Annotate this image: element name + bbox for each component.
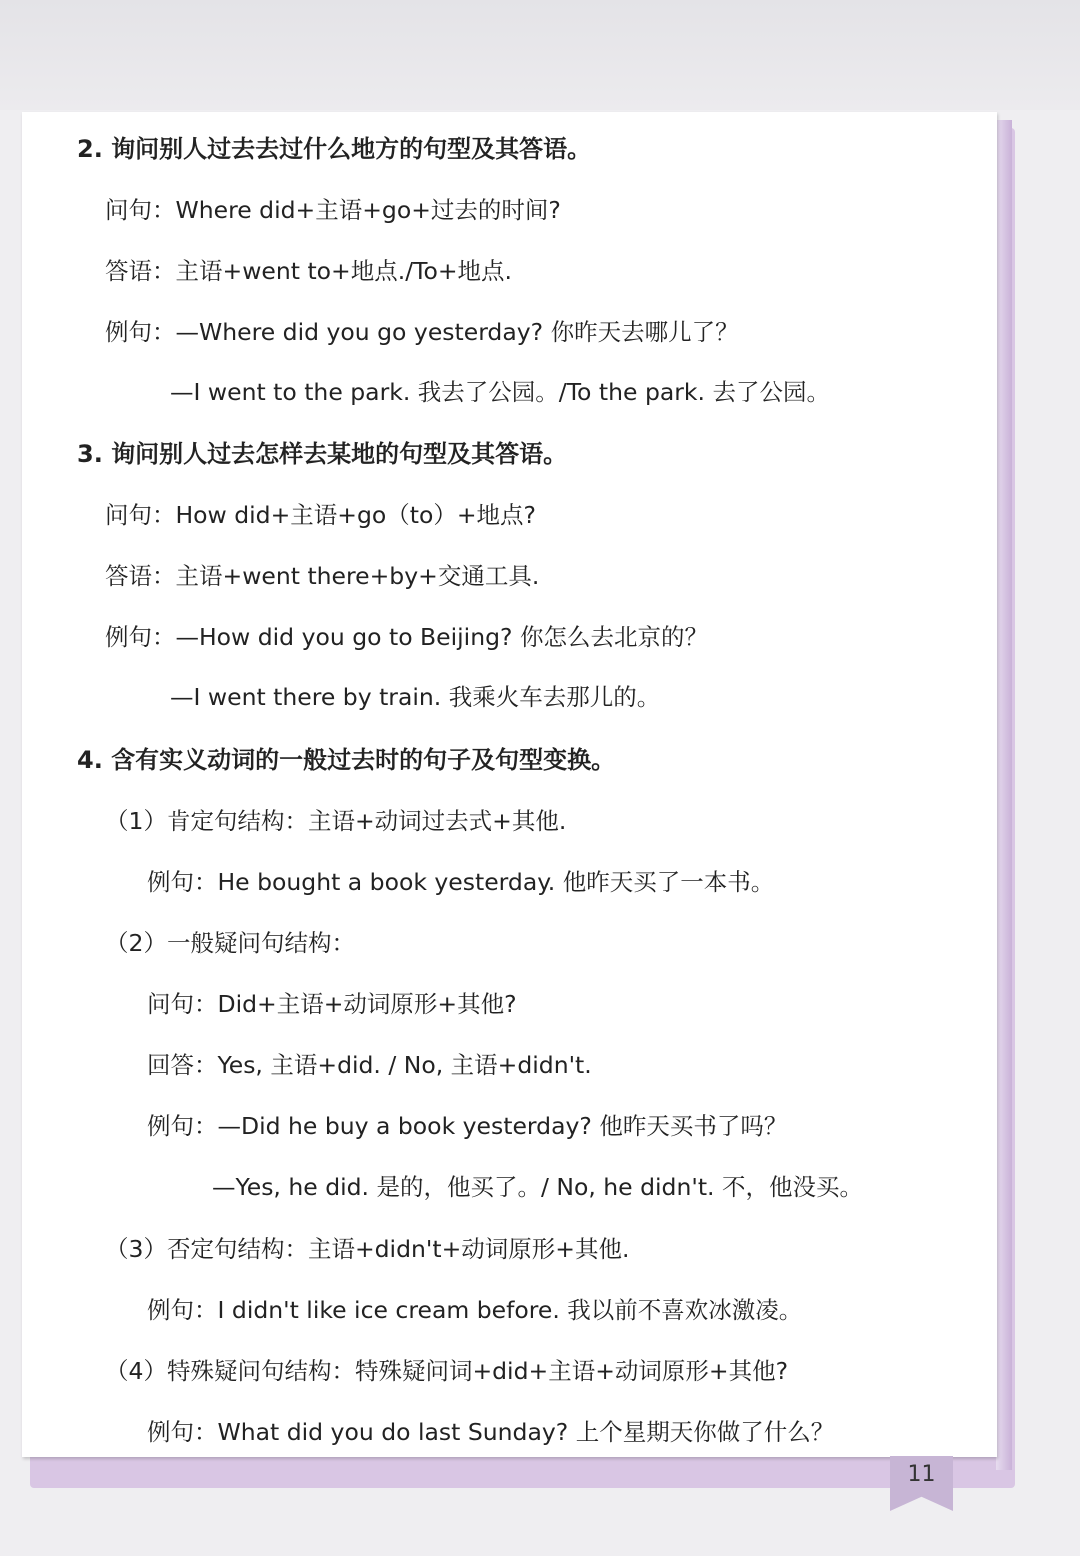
example-question: 例句：—Did he buy a book yesterday? 他昨天买书了吗？ <box>147 1112 788 1140</box>
pattern-question: 问句：Did+主语+动词原形+其他? <box>147 990 517 1018</box>
background-top <box>0 0 1080 110</box>
example-sentence: 例句：He bought a book yesterday. 他昨天买了一本书。 <box>147 868 775 896</box>
pattern-question: 问句：How did+主语+go（to）+地点? <box>105 501 537 529</box>
purple-page-edge <box>996 120 1012 1470</box>
example-answer: —I went to the park. 我去了公园。/To the park. 去了公园。 <box>170 378 830 406</box>
example-answer: —I went there by train. 我乘火车去那儿的。 <box>170 683 661 711</box>
example-sentence: 例句：I didn't like ice cream before. 我以前不喜欢冰激凌。 <box>147 1296 803 1324</box>
negative-structure: （3）否定句结构：主语+didn't+动词原形+其他. <box>105 1235 630 1263</box>
document-page <box>22 112 997 1457</box>
example-answer: —Yes, he did. 是的，他买了。/ No, he didn't. 不，他没买。 <box>212 1173 863 1201</box>
affirmative-structure: （1）肯定句结构：主语+动词过去式+其他. <box>105 807 567 835</box>
pattern-question: 问句：Where did+主语+go+过去的时间? <box>105 196 561 224</box>
section-heading-4: 4. 含有实义动词的一般过去时的句子及句型变换。 <box>77 746 616 774</box>
pattern-answer: 答语：主语+went there+by+交通工具. <box>105 562 540 590</box>
general-question-structure: （2）一般疑问句结构： <box>105 929 355 957</box>
example-question: 例句：—How did you go to Beijing? 你怎么去北京的？ <box>105 623 708 651</box>
example-question: 例句：—Where did you go yesterday? 你昨天去哪儿了？ <box>105 318 739 346</box>
example-sentence: 例句：What did you do last Sunday? 上个星期天你做了什么？ <box>147 1418 835 1446</box>
special-question-structure: （4）特殊疑问句结构：特殊疑问词+did+主语+动词原形+其他? <box>105 1357 789 1385</box>
section-heading-3: 3. 询问别人过去怎样去某地的句型及其答语。 <box>77 440 568 468</box>
section-heading-2: 2. 询问别人过去去过什么地方的句型及其答语。 <box>77 135 592 163</box>
pattern-answer: 回答：Yes, 主语+did. / No, 主语+didn't. <box>147 1051 592 1079</box>
pattern-answer: 答语：主语+went to+地点./To+地点. <box>105 257 513 285</box>
page-number: 11 <box>907 1462 936 1487</box>
